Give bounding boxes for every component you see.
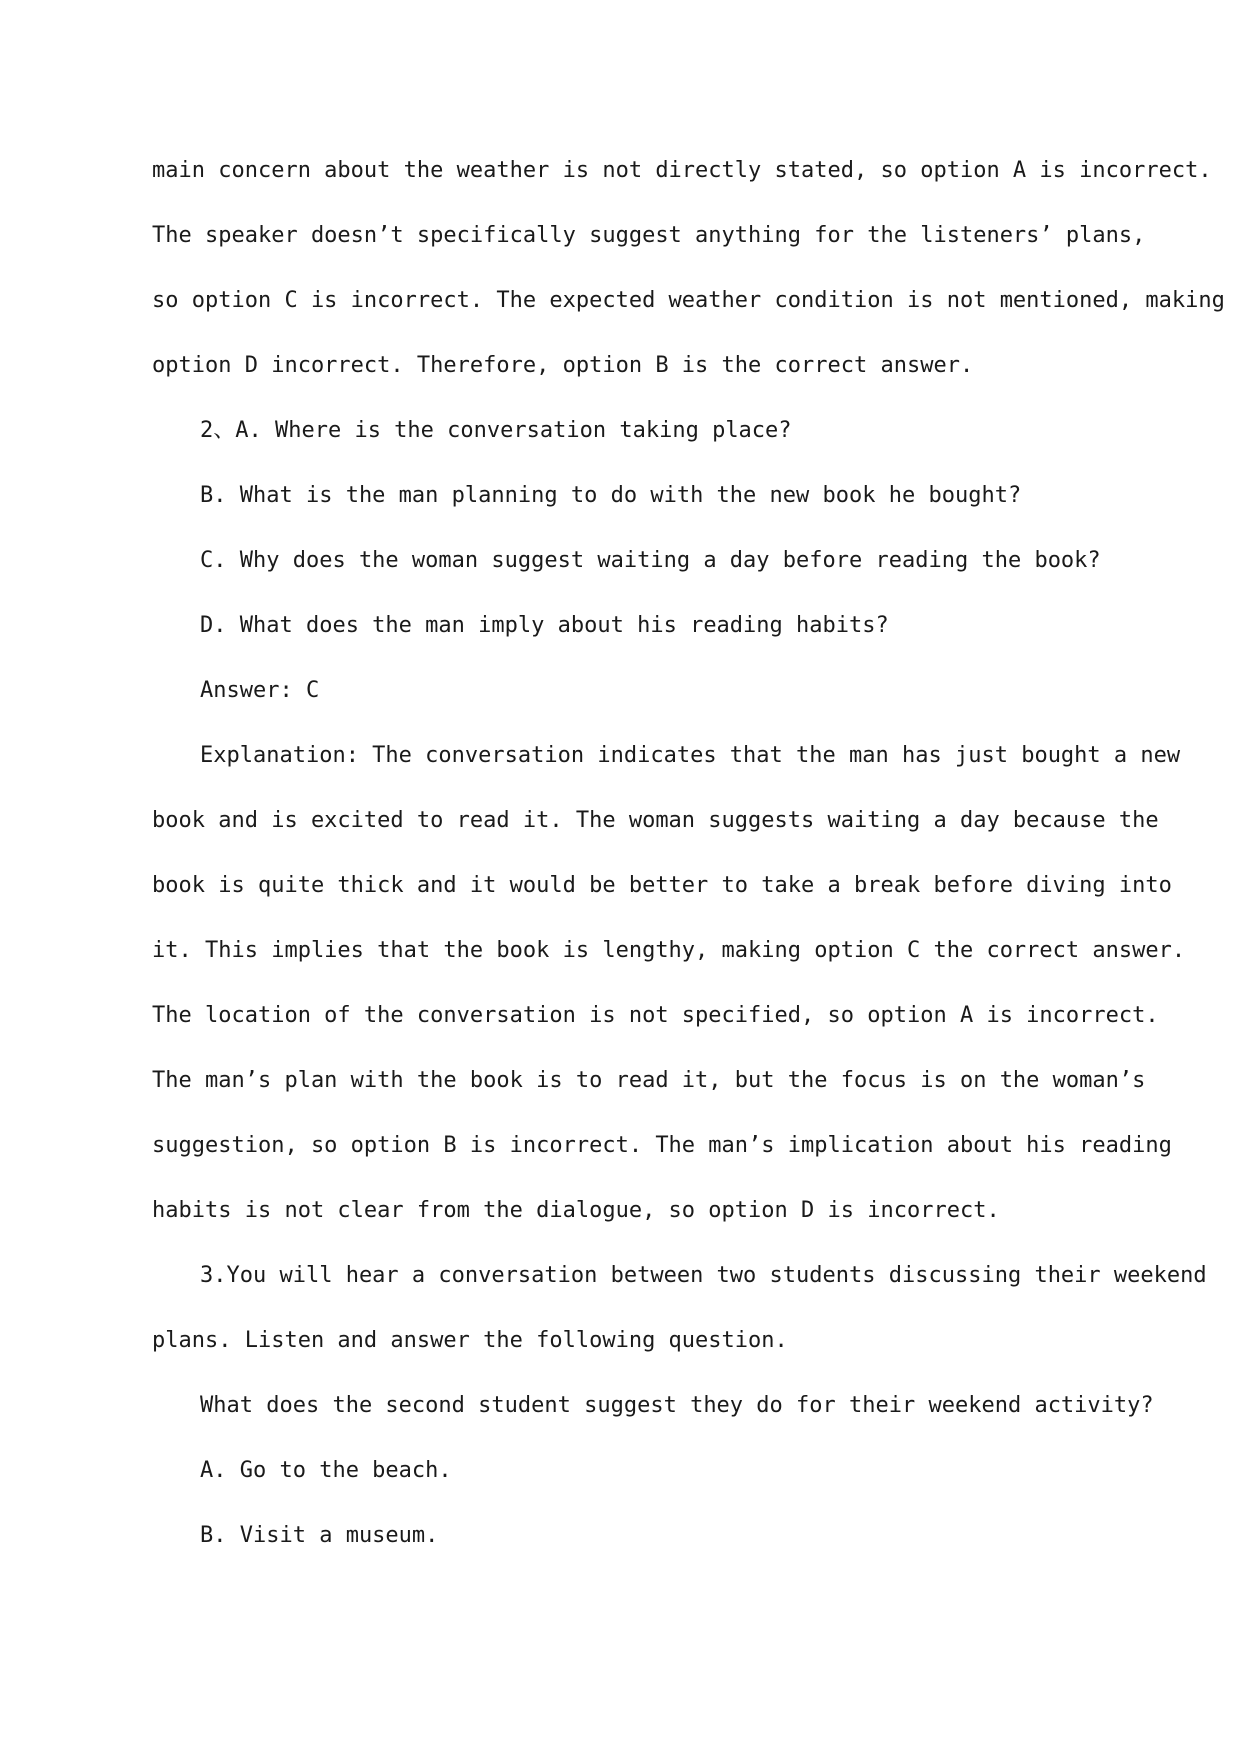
question-3-option-b: B. Visit a museum. (200, 1523, 439, 1548)
question-2-option-a: 2、A. Where is the conversation taking place? (200, 418, 792, 443)
explanation-line: The man’s plan with the book is to read it, but the focus is on the woman’s (152, 1068, 1146, 1093)
explanation-line: Explanation: The conversation indicates that the man has just bought a new (200, 743, 1181, 768)
explanation-line: book and is excited to read it. The woman suggests waiting a day because the (152, 808, 1159, 833)
question-2-answer: Answer: C (200, 678, 320, 703)
question-2-option-d: D. What does the man imply about his reading habits? (200, 613, 889, 638)
question-3-option-a: A. Go to the beach. (200, 1458, 452, 1483)
explanation-line: book is quite thick and it would be better to take a break before diving into (152, 873, 1172, 898)
paragraph-line: main concern about the weather is not directly stated, so option A is incorrect. (152, 158, 1212, 183)
paragraph-line: option D incorrect. Therefore, option B is the correct answer. (152, 353, 974, 378)
explanation-line: suggestion, so option B is incorrect. The man’s implication about his reading (152, 1133, 1172, 1158)
paragraph-line: The speaker doesn’t specifically suggest anything for the listeners’ plans, (152, 223, 1146, 248)
paragraph-line: so option C is incorrect. The expected weather condition is not mentioned, making (152, 288, 1225, 313)
explanation-line: habits is not clear from the dialogue, so option D is incorrect. (152, 1198, 1000, 1223)
question-2-option-c: C. Why does the woman suggest waiting a day before reading the book? (200, 548, 1101, 573)
explanation-line: it. This implies that the book is lengthy, making option C the correct answer. (152, 938, 1186, 963)
question-3-prompt: 3.You will hear a conversation between two students discussing their weekend (200, 1263, 1207, 1288)
document-body (152, 138, 1225, 1568)
question-3-prompt: plans. Listen and answer the following question. (152, 1328, 788, 1353)
question-2-option-b: B. What is the man planning to do with the new book he bought? (200, 483, 1022, 508)
question-3-question: What does the second student suggest they do for their weekend activity? (200, 1393, 1154, 1418)
explanation-line: The location of the conversation is not specified, so option A is incorrect. (152, 1003, 1159, 1028)
